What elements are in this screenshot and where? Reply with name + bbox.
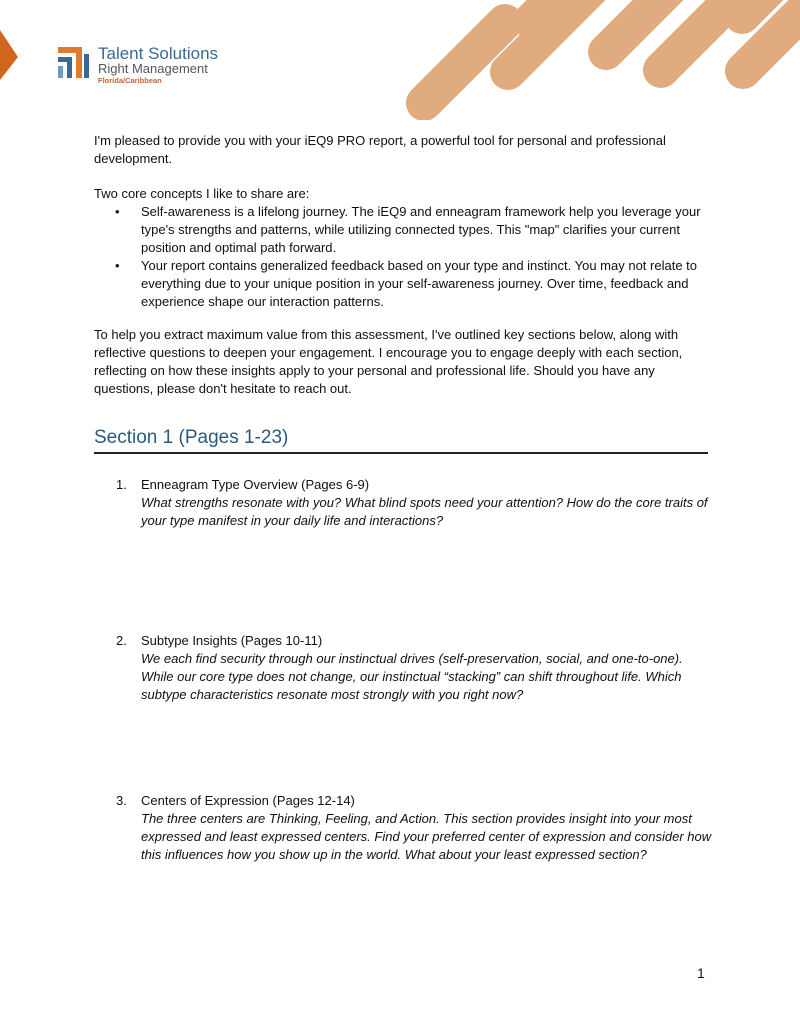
list-item [94, 257, 714, 311]
item-question: We each find security through our instinctual drives (self-preservation, social, and one-to-one). While our core type does not change, our instinctual “stacking” can shift throughout life. Which subtype characteristics resonate most strongly with you right now? [141, 651, 683, 702]
item-title: Subtype Insights (Pages 10-11) [141, 633, 323, 648]
item-title: Enneagram Type Overview (Pages 6-9) [141, 477, 370, 492]
concepts-list [94, 203, 714, 311]
logo-mark-icon [58, 44, 90, 78]
item-title: Centers of Expression (Pages 12-14) [141, 793, 355, 808]
item-question: The three centers are Thinking, Feeling, and Action. This section provides insight into your most expressed and least expressed centers. Find your preferred center of expression and consider how this influences how you show up in the world. What about your least expressed section? [141, 811, 712, 862]
item-number: 2. [116, 633, 127, 648]
logo-text-talent-solutions: Talent Solutions [98, 44, 219, 63]
bullet-icon: • [115, 258, 120, 273]
section-title: Section 1 (Pages 1-23) [94, 427, 289, 448]
page-number: 1 [697, 965, 705, 981]
bullet-text: Your report contains generalized feedback based on your type and instinct. You may not relate to everything due to your unique position in your self-awareness journey. Over time, feedback and experience shape our interaction patterns. [141, 258, 697, 309]
section-item-subtype-insights [94, 632, 714, 704]
item-number: 1. [116, 477, 127, 492]
item-number: 3. [116, 793, 127, 808]
bullet-icon: • [115, 204, 120, 219]
value-paragraph: To help you extract maximum value from this assessment, I've outlined key sections below, along with reflective questions to deepen your engagement. I encourage you to engage deeply with each section, reflecting on how these insights apply to your personal and professional life. Should you have any questions, please don't hesitate to reach out. [94, 327, 683, 396]
logo-text-region: Florida/Caribbean [98, 76, 162, 85]
logo-text-right-management: Right Management [98, 61, 208, 76]
section-item-type-overview [94, 476, 714, 530]
concepts-lead: Two core concepts I like to share are: [94, 186, 310, 201]
left-edge-tab-shape [0, 30, 18, 80]
intro-paragraph: I'm pleased to provide you with your iEQ9 PRO report, a powerful tool for personal and professional development. [94, 133, 666, 166]
list-item [94, 203, 714, 257]
section-divider [94, 452, 708, 454]
item-question: What strengths resonate with you? What blind spots need your attention? How do the core traits of your type manifest in your daily life and interactions? [141, 495, 708, 528]
section-item-centers-of-expression [94, 792, 714, 864]
bullet-text: Self-awareness is a lifelong journey. The iEQ9 and enneagram framework help you leverage your type's strengths and patterns, while utilizing connected types. This "map" clarifies your current position and optimal path forward. [141, 204, 701, 255]
